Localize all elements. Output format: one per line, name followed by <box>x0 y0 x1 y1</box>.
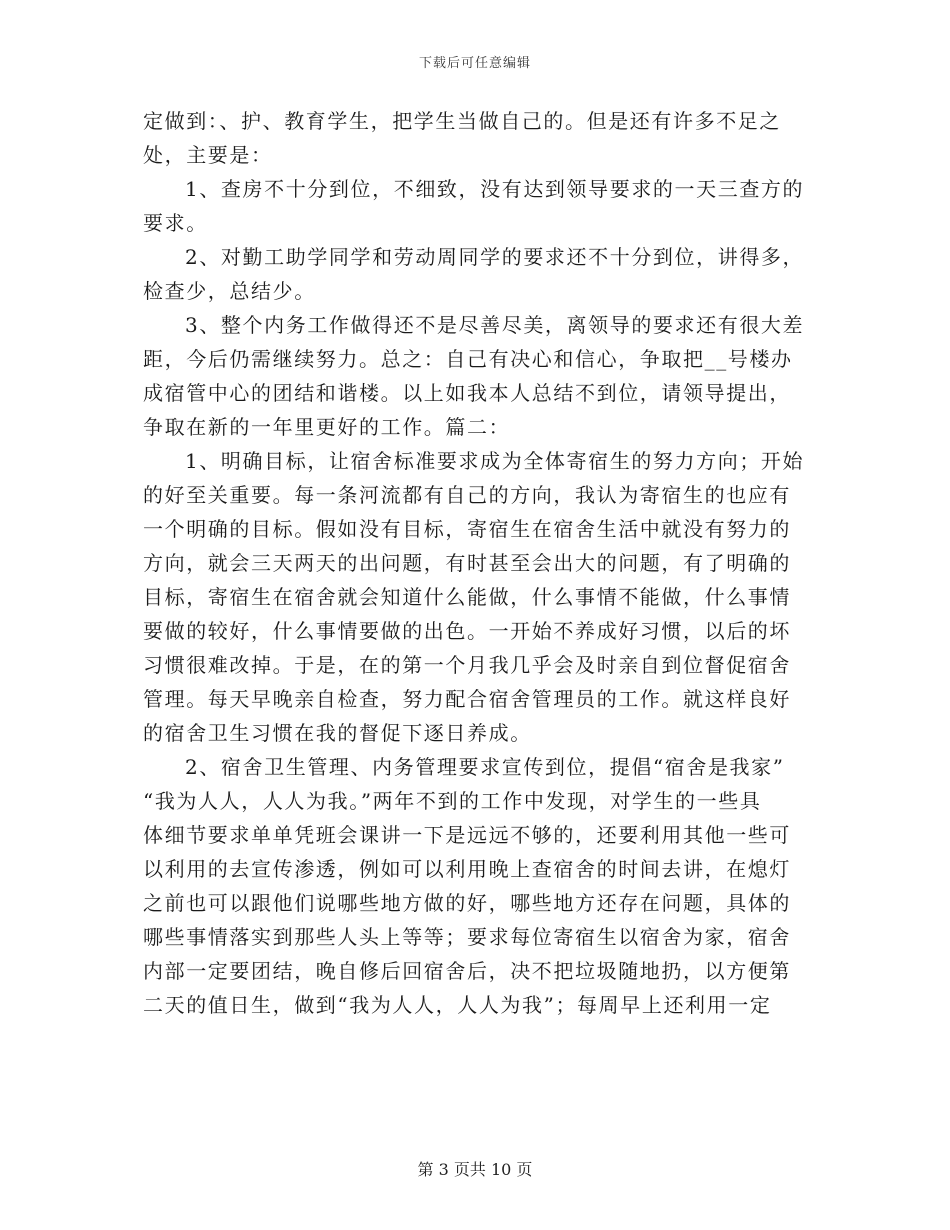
text-line: 检查少，总结少。 <box>143 279 316 303</box>
text-line: 的宿舍卫生习惯在我的督促下逐日养成。 <box>143 721 532 745</box>
text-line: 方向，就会三天两天的出问题，有时甚至会出大的问题，有了明确的 <box>143 551 791 575</box>
text-line: 2、对勤工助学同学和劳动周同学的要求还不十分到位，讲得多， <box>185 245 805 269</box>
text-line: 体细节要求单单凭班会课讲一下是远远不够的，还要利用其他一些可 <box>143 823 791 847</box>
text-line: 以利用的去宣传渗透，例如可以利用晚上查宿舍的时间去讲，在熄灯 <box>143 857 791 881</box>
text-line: 争取在新的一年里更好的工作。篇二： <box>143 415 511 439</box>
text-line: 要做的较好，什么事情要做的出色。一开始不养成好习惯，以后的坏 <box>143 619 791 643</box>
text-line: 哪些事情落实到那些人头上等等；要求每位寄宿生以宿舍为家，宿舍 <box>143 925 791 949</box>
text-line: 目标，寄宿生在宿舍就会知道什么能做，什么事情不能做，什么事情 <box>143 585 791 609</box>
text-line: 之前也可以跟他们说哪些地方做的好，哪些地方还存在问题，具体的 <box>143 891 791 915</box>
text-line: 管理。每天早晚亲自检查，努力配合宿舍管理员的工作。就这样良好 <box>143 687 791 711</box>
text-line: 1、明确目标，让宿舍标准要求成为全体寄宿生的努力方向；开始 <box>185 449 805 473</box>
text-line: 的好至关重要。每一条河流都有自己的方向，我认为寄宿生的也应有 <box>143 483 791 507</box>
text-line: 成宿管中心的团结和谐楼。以上如我本人总结不到位，请领导提出， <box>143 381 791 405</box>
text-line: 一个明确的目标。假如没有目标，寄宿生在宿舍生活中就没有努力的 <box>143 517 791 541</box>
text-line: 3、整个内务工作做得还不是尽善尽美，离领导的要求还有很大差 <box>185 313 805 337</box>
document-body <box>143 104 815 1022</box>
text-line: 距，今后仍需继续努力。总之：自己有决心和信心，争取把__号楼办 <box>143 347 793 371</box>
text-line: 处，主要是： <box>143 143 273 167</box>
page-header: 下载后可任意编辑 <box>418 56 531 71</box>
text-line: 要求。 <box>143 211 208 235</box>
text-line: 2、宿舍卫生管理、内务管理要求宣传到位，提倡“宿舍是我家” <box>185 755 785 779</box>
text-line: 1、查房不十分到位，不细致，没有达到领导要求的一天三查方的 <box>185 177 805 201</box>
text-line: “我为人人，人人为我。”两年不到的工作中发现，对学生的一些具 <box>143 789 762 813</box>
text-line: 习惯很难改掉。于是，在的第一个月我几乎会及时亲自到位督促宿舍 <box>143 653 791 677</box>
text-line: 定做到：、护、教育学生，把学生当做自己的。但是还有许多不足之 <box>143 109 781 133</box>
text-line: 二天的值日生，做到“我为人人，人人为我”；每周早上还利用一定 <box>143 993 772 1017</box>
page-number: 第 3 页共 10 页 <box>417 1160 533 1179</box>
text-line: 内部一定要团结，晚自修后回宿舍后，决不把垃圾随地扔，以方便第 <box>143 959 791 983</box>
